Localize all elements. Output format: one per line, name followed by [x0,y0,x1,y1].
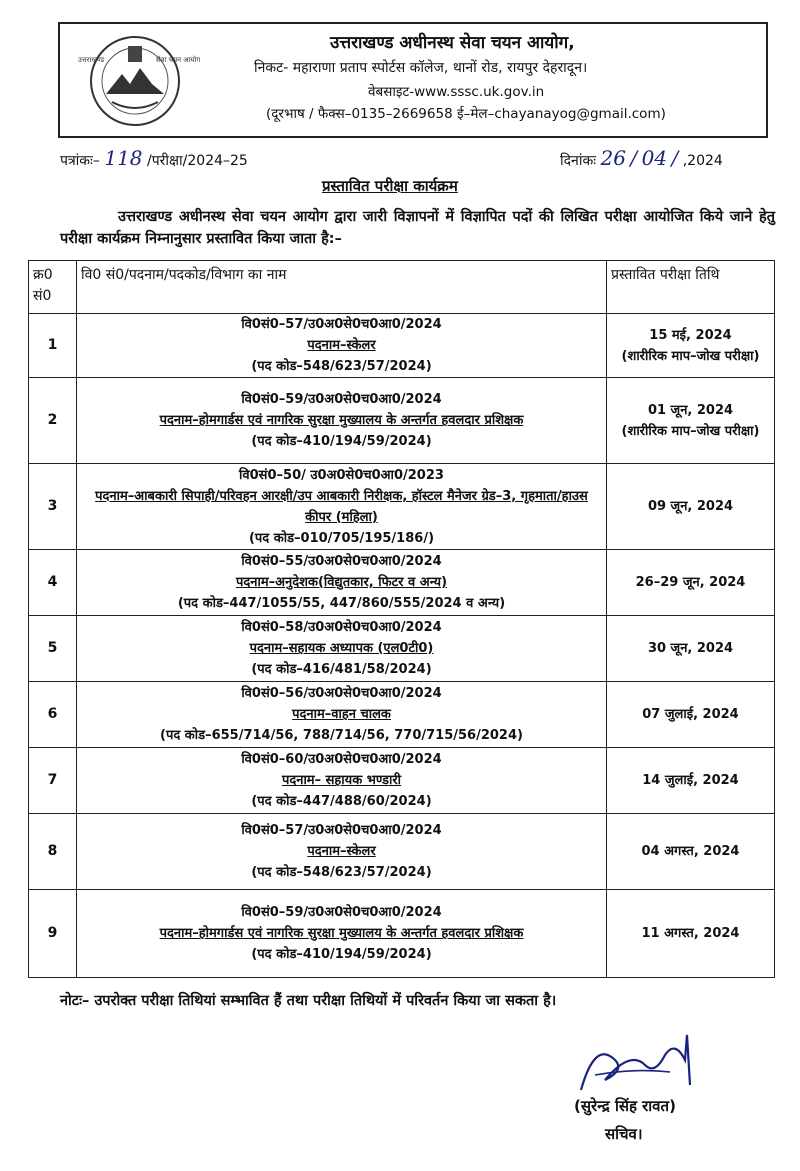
org-address: निकट- महाराणा प्रताप स्पोर्टस कॉलेज, थानों रोड, रायपुर देहरादून। [254,60,588,76]
svg-text:सेवा चयन आयोग: सेवा चयन आयोग [156,56,200,64]
letterhead [58,22,768,138]
table-row: 5 वि0सं0–58/उ0अ0से0च0आ0/2024 पदनाम–सहायक अध्यापक (एल0टी0) (पद कोड–416/481/58/2024) 30 जून, 2024 [29,616,775,682]
table-row: 2 वि0सं0–59/उ0अ0से0च0आ0/2024 पदनाम–होमगार्डस एवं नागरिक सुरक्षा मुख्यालय के अन्तर्गत हवलदार प्रशिक्षक (पद कोड–410/194/59/2024) 01 जून, 2024 (शारीरिक माप–जोख परीक्षा) [29,378,775,464]
table-row: 9 वि0सं0–59/उ0अ0से0च0आ0/2024 पदनाम–होमगार्डस एवं नागरिक सुरक्षा मुख्यालय के अन्तर्गत हवलदार प्रशिक्षक (पद कोड–410/194/59/2024) 11 अगस्त, 2024 [29,890,775,978]
exam-schedule-table [28,260,775,978]
reference-handwritten-number: 118 [104,146,143,170]
header-sno: क्र0 सं0 [29,261,77,314]
signature-icon [575,1030,705,1100]
header-exam-date: प्रस्तावित परीक्षा तिथि [607,261,775,314]
signatory-name: (सुरेन्द्र सिंह रावत) [574,1097,676,1115]
header-description: वि0 सं0/पदनाम/पदकोड/विभाग का नाम [77,261,607,314]
table-row: 3 वि0सं0–50/ उ0अ0से0च0आ0/2023 पदनाम–आबकारी सिपाही/परिवहन आरक्षी/उप आबकारी निरीक्षक, हॉस्टल मैनेजर ग्रेड–3, गृहमाता/हाउस कीपर (महिला) (पद कोड–010/705/195/186/) 09 जून, 2024 [29,464,775,550]
signatory-title: सचिव। [605,1125,643,1143]
org-contact: (दूरभाष / फैक्स–0135–2669658 ई–मेल–chayanayog@gmail.com) [266,106,666,122]
document-title: प्रस्तावित परीक्षा कार्यक्रम [322,177,458,195]
org-website: वेबसाइट-www.sssc.uk.gov.in [368,84,545,100]
intro-paragraph: उत्तराखण्ड अधीनस्थ सेवा चयन आयोग द्वारा जारी विज्ञापनों में विज्ञापित पदों की लिखित परीक्षा आयोजित किये जाने हेतु परीक्षा कार्यक्रम निम्नानुसार प्रस्तावित किया जाता है:– [60,209,775,247]
table-row: 4 वि0सं0–55/उ0अ0से0च0आ0/2024 पदनाम–अनुदेशक(विद्युतकार, फिटर व अन्य) (पद कोड–447/1055/55, 447/860/555/2024 व अन्य) 26–29 जून, 2024 [29,550,775,616]
table-row: 1 वि0सं0–57/उ0अ0से0च0आ0/2024 पदनाम–स्केलर (पद कोड–548/623/57/2024) 15 मई, 2024 (शारीरिक माप–जोख परीक्षा) [29,314,775,378]
table-row: 7 वि0सं0–60/उ0अ0से0च0आ0/2024 पदनाम– सहायक भण्डारी (पद कोड–447/488/60/2024) 14 जुलाई, 2024 [29,748,775,814]
note-text: नोटः– उपरोक्त परीक्षा तिथियां सम्भावित हैं तथा परीक्षा तिथियों में परिवर्तन किया जा सकता है। [60,993,557,1009]
svg-text:उत्तराखण्ड: उत्तराखण्ड [78,56,105,64]
reference-number: पत्रांकः– 118 /परीक्षा/2024–25 [60,146,248,170]
commission-logo-icon [70,32,200,130]
org-name: उत्तराखण्ड अधीनस्थ सेवा चयन आयोग, [330,33,575,53]
table-row: 6 वि0सं0–56/उ0अ0से0च0आ0/2024 पदनाम–वाहन चालक (पद कोड–655/714/56, 788/714/56, 770/715/56/2024) 07 जुलाई, 2024 [29,682,775,748]
document-date: दिनांकः 26 / 04 / ,2024 [560,146,723,170]
table-header-row [29,261,775,314]
table-row: 8 वि0सं0–57/उ0अ0से0च0आ0/2024 पदनाम–स्केलर (पद कोड–548/623/57/2024) 04 अगस्त, 2024 [29,814,775,890]
